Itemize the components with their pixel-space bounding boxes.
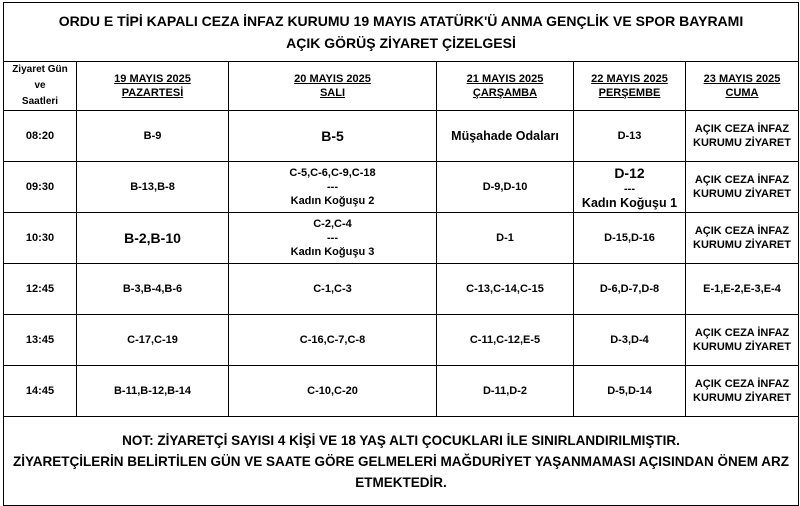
- table-title: [4, 3, 799, 62]
- day-date: 20 MAYIS 2025: [294, 73, 371, 85]
- schedule-cell: [686, 366, 799, 417]
- schedule-cell: [686, 315, 799, 366]
- cell-line: ---: [327, 181, 338, 193]
- schedule-cell: C-11,C-12,E-5: [437, 315, 574, 366]
- day-name: CUMA: [725, 87, 759, 99]
- note-row: [4, 417, 799, 506]
- schedule-cell: D-3,D-4: [574, 315, 686, 366]
- time-cell: 14:45: [4, 366, 77, 417]
- schedule-cell: [686, 111, 799, 162]
- cell-line: Kadın Koğuşu 2: [290, 195, 375, 207]
- schedule-cell: C-16,C-7,C-8: [229, 315, 437, 366]
- cell-line: AÇIK CEZA İNFAZ: [694, 378, 790, 390]
- schedule-cell: Müşahade Odaları: [437, 111, 574, 162]
- note-line-1: NOT: ZİYARETÇİ SAYISI 4 KİŞİ VE 18 YAŞ ALTI ÇOCUKLARI İLE SINIRLANDIRILMIŞTIR.: [122, 432, 680, 448]
- day-header-1: [229, 62, 437, 111]
- note-text: [4, 417, 799, 506]
- cell-line: AÇIK CEZA İNFAZ: [694, 327, 790, 339]
- day-date: 21 MAYIS 2025: [466, 73, 544, 85]
- table-row: [4, 315, 799, 366]
- schedule-cell: B-11,B-12,B-14: [77, 366, 229, 417]
- schedule-cell: B-3,B-4,B-6: [77, 264, 229, 315]
- table-row: [4, 111, 799, 162]
- schedule-cell: D-6,D-7,D-8: [574, 264, 686, 315]
- cell-line: C-2,C-4: [313, 218, 352, 230]
- schedule-cell: C-17,C-19: [77, 315, 229, 366]
- schedule-cell: B-5: [229, 111, 437, 162]
- cell-line: AÇIK CEZA İNFAZ: [694, 174, 790, 186]
- corner-header: [4, 62, 77, 111]
- time-cell: 10:30: [4, 213, 77, 264]
- cell-line: C-5,C-6,C-9,C-18: [289, 167, 376, 179]
- title-row: [4, 3, 799, 62]
- schedule-cell: [574, 162, 686, 213]
- schedule-cell: B-2,B-10: [77, 213, 229, 264]
- visit-schedule-table: [3, 2, 799, 506]
- time-cell: 13:45: [4, 315, 77, 366]
- cell-line: Kadın Koğuşu 3: [290, 246, 375, 258]
- schedule-cell: E-1,E-2,E-3,E-4: [686, 264, 799, 315]
- schedule-cell: B-9: [77, 111, 229, 162]
- schedule-cell: D-5,D-14: [574, 366, 686, 417]
- day-name: SALI: [319, 87, 346, 99]
- cell-line: ---: [624, 183, 635, 195]
- cell-line: KURUMU ZİYARET: [693, 239, 791, 251]
- cell-line: KURUMU ZİYARET: [693, 188, 791, 200]
- cell-line: KURUMU ZİYARET: [693, 341, 791, 353]
- cell-line: AÇIK CEZA İNFAZ: [694, 225, 790, 237]
- schedule-cell: D-15,D-16: [574, 213, 686, 264]
- day-name: PERŞEMBE: [598, 87, 661, 99]
- day-header-2: [437, 62, 574, 111]
- day-date: 19 MAYIS 2025: [114, 73, 191, 85]
- cell-line: ---: [327, 232, 338, 244]
- schedule-cell: B-13,B-8: [77, 162, 229, 213]
- cell-line: KURUMU ZİYARET: [693, 137, 791, 149]
- corner-line-2: Saatleri: [21, 96, 59, 107]
- schedule-cell: D-11,D-2: [437, 366, 574, 417]
- schedule-cell: C-1,C-3: [229, 264, 437, 315]
- note-line-2: ZİYARETÇİLERİN BELİRTİLEN GÜN VE SAATE GÖRE GELMELERİ MAĞDURİYET YAŞANMAMASI AÇISINDAN ÖNEM ARZ ETMEKTEDİR.: [12, 453, 790, 490]
- time-cell: 08:20: [4, 111, 77, 162]
- cell-line: KURUMU ZİYARET: [693, 392, 791, 404]
- table-row: [4, 162, 799, 213]
- schedule-cell: C-10,C-20: [229, 366, 437, 417]
- time-cell: 09:30: [4, 162, 77, 213]
- time-cell: 12:45: [4, 264, 77, 315]
- cell-line: D-12: [614, 165, 645, 181]
- cell-line: Kadın Koğuşu 1: [581, 196, 678, 210]
- table-row: [4, 264, 799, 315]
- day-header-4: [686, 62, 799, 111]
- schedule-cell: D-9,D-10: [437, 162, 574, 213]
- day-header-0: [77, 62, 229, 111]
- day-header-3: [574, 62, 686, 111]
- schedule-cell: C-13,C-14,C-15: [437, 264, 574, 315]
- schedule-cell: [229, 162, 437, 213]
- schedule-cell: D-13: [574, 111, 686, 162]
- day-date: 23 MAYIS 2025: [703, 73, 781, 85]
- schedule-cell: [686, 162, 799, 213]
- day-name: PAZARTESİ: [121, 87, 184, 99]
- title-line-2: AÇIK GÖRÜŞ ZİYARET ÇİZELGESİ: [286, 35, 516, 51]
- day-date: 22 MAYIS 2025: [591, 73, 668, 85]
- table-row: [4, 366, 799, 417]
- header-row: [4, 62, 799, 111]
- title-line-1: ORDU E TİPİ KAPALI CEZA İNFAZ KURUMU 19 MAYIS ATATÜRK'Ü ANMA GENÇLİK VE SPOR BAYRAMI: [58, 13, 744, 29]
- corner-line-1: Ziyaret Gün ve: [12, 64, 68, 91]
- schedule-cell: [229, 213, 437, 264]
- table-row: [4, 213, 799, 264]
- cell-line: AÇIK CEZA İNFAZ: [694, 123, 790, 135]
- schedule-cell: [686, 213, 799, 264]
- day-name: ÇARŞAMBA: [472, 87, 538, 99]
- schedule-cell: D-1: [437, 213, 574, 264]
